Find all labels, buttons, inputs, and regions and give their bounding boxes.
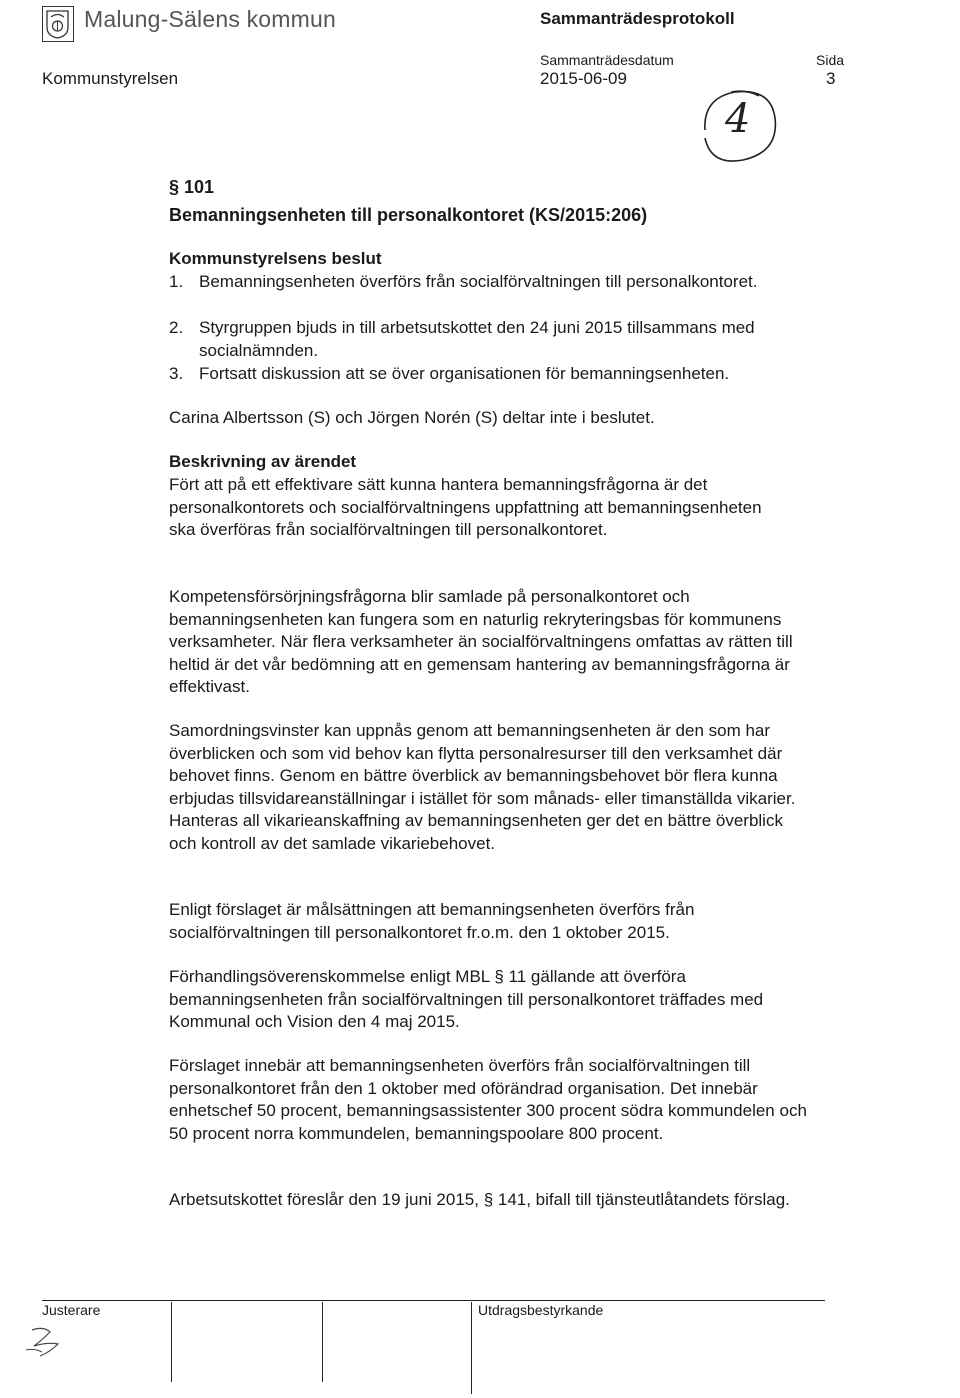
decision-item	[169, 317, 809, 362]
description-heading: Beskrivning av ärendet	[169, 452, 357, 471]
page-number: 3	[826, 69, 836, 88]
page-label: Sida	[816, 52, 845, 68]
handwritten-page-mark	[683, 86, 793, 168]
signature-box-divider	[171, 1302, 172, 1382]
body-name: Kommunstyrelsen	[42, 69, 179, 88]
description-paragraph: Samordningsvinster kan uppnås genom att bemanningsenheten är den som har överblicken och som vid behov kan flytta personalresurser till den verksamhet där behovet finns. Genom en bättre överblick av bemanningsbehovet bör flera kunna erbjudas tillsvidareanställningar i istället för som månads- eller timanställda vikarier. Hanteras all vikarieanskaffning av bemanningsenheten ger det en bättre överblick och kontroll av det samlade vikariebehovet.	[169, 721, 796, 853]
decision-item-text: Fortsatt diskussion att se över organisationen för bemanningsenheten.	[199, 364, 730, 383]
description-paragraph: Fört att på ett effektivare sätt kunna hantera bemanningsfrågorna är det personalkontorets och socialförvaltningens uppfattning att bemanningsenheten ska överföras från socialförvaltningen till personalkontoret.	[169, 475, 762, 540]
date-label: Sammanträdesdatum	[540, 52, 674, 68]
description-paragraph: Kompetensförsörjningsfrågorna blir samlade på personalkontoret och bemanningsenheten kan fungera som en naturlig rekryteringsbas för kommunens verksamheter. När flera verksamheter än socialförvaltningens omfattas av rätten till heltid är det vår bedömning att en gemensam hantering av bemanningsfrågorna är effektivast.	[169, 587, 793, 697]
handwritten-initials	[24, 1322, 74, 1362]
decision-item-text: Bemanningsenheten överförs från socialförvaltningen till personalkontoret.	[199, 272, 758, 291]
decision-item	[169, 271, 809, 294]
decision-item-number: 3.	[169, 364, 184, 383]
paragraph-number: § 101	[169, 177, 215, 197]
organization-name: Malung-Sälens kommun	[84, 6, 337, 32]
decision-item-number: 1.	[169, 272, 184, 291]
description-paragraph: Förslaget innebär att bemanningsenheten överförs från socialförvaltningen till personalkontoret från den 1 oktober med oförändrad organisation. Det innebär enhetschef 50 procent, bemanningsassistenter 300 procent södra kommundelen och 50 procent norra kommundelen, bemanningspoolare 800 procent.	[169, 1056, 807, 1143]
signature-box-divider	[471, 1302, 472, 1394]
utdrag-label: Utdragsbestyrkande	[478, 1302, 604, 1318]
description-paragraph: Enligt förslaget är målsättningen att bemanningsenheten överförs från socialförvaltningen till personalkontoret fr.o.m. den 1 oktober 2015.	[169, 900, 695, 942]
decision-item	[169, 363, 809, 386]
justerare-label: Justerare	[42, 1302, 101, 1318]
description-paragraph: Förhandlingsöverenskommelse enligt MBL § 11 gällande att överföra bemanningsenheten från socialförvaltningen till personalkontoret träffades med Kommunal och Vision den 4 maj 2015.	[169, 967, 764, 1032]
handwritten-mark-text: 4	[725, 96, 751, 142]
signature-box-divider	[322, 1302, 323, 1382]
paragraph-number-value: 101	[184, 177, 215, 197]
decision-item-number: 2.	[169, 318, 184, 337]
meeting-date: 2015-06-09	[540, 69, 627, 88]
decision-item-text: Styrgruppen bjuds in till arbetsutskottet den 24 juni 2015 tillsammans med socialnämnden.	[199, 318, 755, 360]
municipality-crest-icon	[42, 6, 74, 42]
footer-divider	[42, 1300, 825, 1301]
document-type: Sammanträdesprotokoll	[540, 9, 735, 28]
description-paragraph: Arbetsutskottet föreslår den 19 juni 2015, § 141, bifall till tjänsteutlåtandets förslag.	[169, 1190, 790, 1209]
decision-heading: Kommunstyrelsens beslut	[169, 249, 382, 268]
section-title: Bemanningsenheten till personalkontoret (KS/2015:206)	[169, 205, 648, 225]
decision-note: Carina Albertsson (S) och Jörgen Norén (S) deltar inte i beslutet.	[169, 408, 655, 427]
